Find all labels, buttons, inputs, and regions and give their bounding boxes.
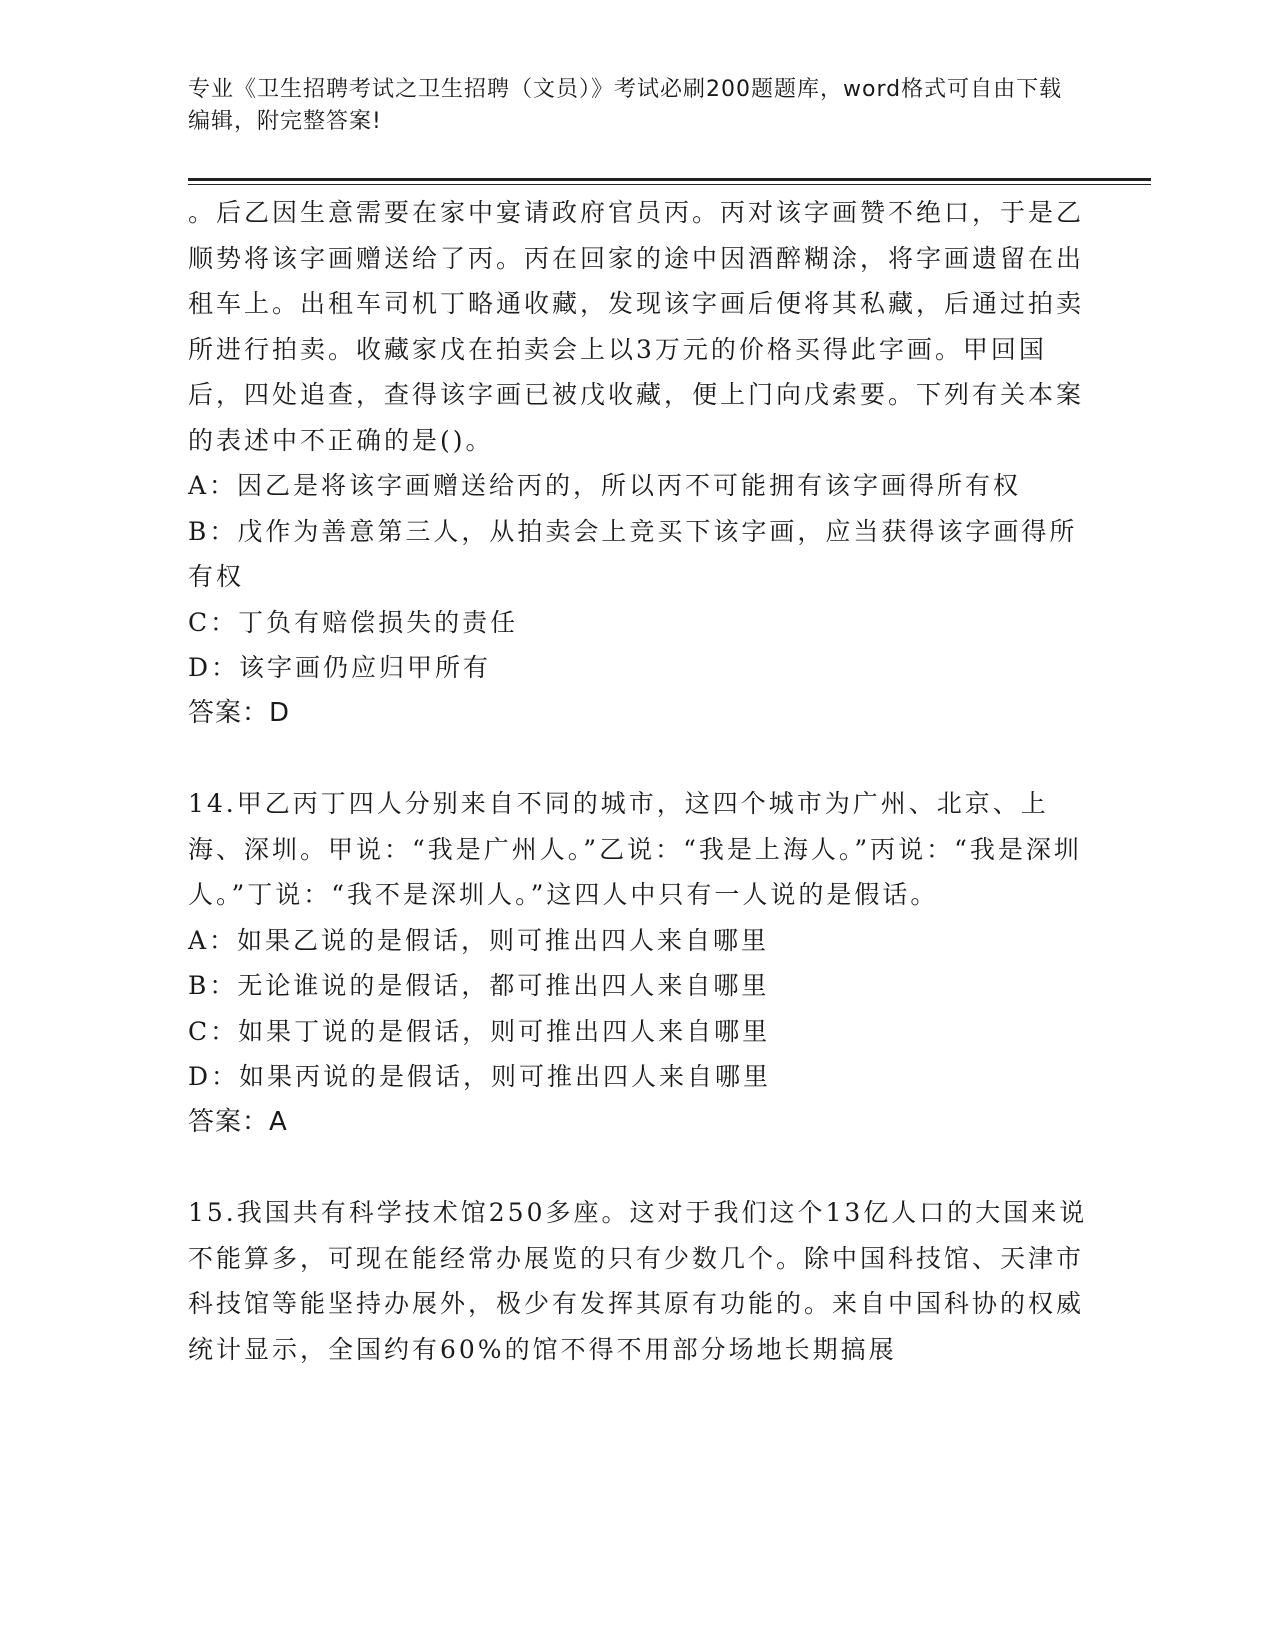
question-13 (188, 190, 1088, 736)
header-rule-thin (188, 184, 1151, 185)
option-a: A：因乙是将该字画赠送给丙的，所以丙不可能拥有该字画得所有权 (188, 471, 1022, 500)
option-b: B：戊作为善意第三人，从拍卖会上竞买下该字画，应当获得该字画得所有权 (188, 516, 1078, 591)
question-15 (188, 1190, 1088, 1372)
question-stem: 15.我国共有科学技术馆250多座。这对于我们这个13亿人口的大国来说不能算多，可现在能经常办展览的只有少数几个。除中国科技馆、天津市科技馆等能坚持办展外，极少有发挥其原有功能的。来自中国科协的权威统计显示，全国约有60%的馆不得不用部分场地长期搞展 (188, 1198, 1088, 1364)
answer: 答案：A (188, 1106, 288, 1137)
option-b: B：无论谁说的是假话，都可推出四人来自哪里 (188, 971, 770, 1000)
question-stem: 。后乙因生意需要在家中宴请政府官员丙。丙对该字画赞不绝口，于是乙顺势将该字画赠送给了丙。丙在回家的途中因酒醉糊涂，将字画遗留在出租车上。出租车司机丁略通收藏，发现该字画后便将其私藏，后通过拍卖所进行拍卖。收藏家戊在拍卖会上以3万元的价格买得此字画。甲回国后，四处追查，查得该字画已被戊收藏，便上门向戊索要。下列有关本案的表述中不正确的是()。 (188, 198, 1085, 455)
document-title: 专业《卫生招聘考试之卫生招聘（文员）》考试必刷200题题库，word格式可自由下载编辑，附完整答案! (188, 77, 1063, 134)
option-d: D：如果丙说的是假话，则可推出四人来自哪里 (188, 1062, 772, 1091)
question-14 (188, 781, 1088, 1145)
answer: 答案：D (188, 697, 291, 728)
question-stem: 14.甲乙丙丁四人分别来自不同的城市，这四个城市为广州、北京、上海、深圳。甲说：“我是广州人。”乙说：“我是上海人。”丙说：“我是深圳人。”丁说：“我不是深圳人。”这四人中只有一人说的是假话。 (188, 789, 1082, 909)
spacer (188, 1145, 1088, 1190)
header-rule (188, 178, 1151, 181)
option-c: C：如果丁说的是假话，则可推出四人来自哪里 (188, 1016, 771, 1046)
spacer (188, 736, 1088, 781)
document-header (188, 74, 1068, 138)
option-d: D：该字画仍应归甲所有 (188, 653, 492, 682)
option-a: A：如果乙说的是假话，则可推出四人来自哪里 (188, 925, 770, 955)
question-list (188, 190, 1088, 1372)
option-c: C：丁负有赔偿损失的责任 (188, 607, 519, 637)
